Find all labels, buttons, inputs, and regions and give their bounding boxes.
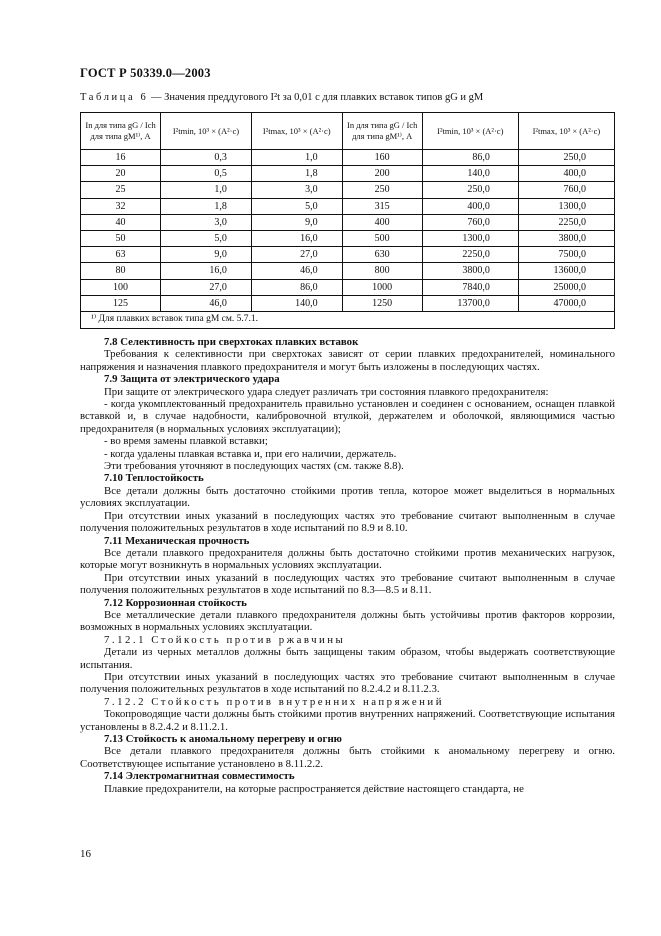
table-cell: 1300,0 — [422, 230, 518, 246]
section-heading: 7.12 Коррозионная стойкость — [104, 596, 247, 609]
table-cell: 200 — [342, 166, 422, 182]
table-row — [81, 279, 615, 295]
table-cell: 315 — [342, 198, 422, 214]
table-cell: 1,0 — [161, 182, 252, 198]
table-cell: 250 — [342, 182, 422, 198]
paragraph: Все детали должны быть достаточно стойкими против тепла, которое может выделиться в нормальных условиях эксплуатации. — [80, 484, 615, 510]
paragraph: Все детали плавкого предохранителя должны быть достаточно стойкими против механических нагрузок, которые могут возникнуть в нормальных условиях эксплуатации. — [80, 546, 615, 572]
table-body — [81, 150, 615, 312]
list-item: - когда удалены плавкая вставка и, при его наличии, держатель. — [104, 447, 397, 460]
table-caption — [80, 92, 620, 103]
paragraph: Все металлические детали плавкого предохранителя должны быть устойчивы против факторов коррозии, возможных в нормальных условиях эксплуатации. — [80, 608, 615, 634]
table-cell: 1300,0 — [518, 198, 614, 214]
table-cell: 5,0 — [251, 198, 342, 214]
table-cell: 250,0 — [518, 150, 614, 166]
table-cell: 40 — [81, 214, 161, 230]
table-cell: 46,0 — [251, 263, 342, 279]
table-cell: 760,0 — [422, 214, 518, 230]
table-cell: 32 — [81, 198, 161, 214]
col-header-i2t-min-1: I²tmin, 10³ × (А²·с) — [161, 113, 252, 150]
section-heading: 7.9 Защита от электрического удара — [104, 373, 280, 386]
table-cell: 7840,0 — [422, 279, 518, 295]
paragraph: - когда укомплектованный предохранитель правильно установлен и соединен с основанием, оснащен плавкой вставкой и, в случае надобности, калибровочной втулкой, держателем и оболочкой, являющимися частью предохранителя (в нормальных условиях эксплуатации); — [80, 398, 615, 435]
table-cell: 20 — [81, 166, 161, 182]
section-heading: 7.8 Селективность при сверхтоках плавких вставок — [104, 336, 359, 348]
col-header-i2t-max-2: I²tmax, 10³ × (А²·с) — [518, 113, 614, 150]
body-text — [80, 336, 615, 795]
section-heading: 7.11 Механическая прочность — [104, 534, 250, 547]
table-cell: 2250,0 — [518, 214, 614, 230]
section-heading: 7.13 Стойкость к аномальному перегреву и огню — [104, 733, 342, 745]
table-footnote: ¹⁾ Для плавких вставок типа gM см. 5.7.1. — [81, 311, 615, 328]
paragraph: Токопроводящие части должны быть стойкими против внутренних напряжений. Соответствующие испытания установлены в 8.2.4.2 и 8.11.2.1. — [80, 708, 615, 733]
page-number: 16 — [80, 848, 91, 860]
table-cell: 800 — [342, 263, 422, 279]
table-cell: 3,0 — [161, 214, 252, 230]
paragraph: При отсутствии иных указаний в последующих частях это требование считают выполненным в случае получения положительных результатов в ходе испытаний по 8.2.4.2 и 8.11.2.3. — [80, 670, 615, 696]
table-row — [81, 263, 615, 279]
table-cell: 13700,0 — [422, 295, 518, 311]
paragraph: Все детали плавкого предохранителя должны быть стойкими к аномальному перегреву и огню. Соответствующее испытание установлено в 8.11.2.2. — [80, 745, 615, 770]
section-heading: 7.14 Электромагнитная совместимость — [104, 770, 295, 783]
table-cell: 25 — [81, 182, 161, 198]
table-cell: 47000,0 — [518, 295, 614, 311]
table-cell: 7500,0 — [518, 247, 614, 263]
table-cell: 2250,0 — [422, 247, 518, 263]
table-cell: 0,3 — [161, 150, 252, 166]
table-cell: 13600,0 — [518, 263, 614, 279]
table-cell: 630 — [342, 247, 422, 263]
section-heading: 7.10 Теплостойкость — [104, 472, 204, 485]
table-cell: 80 — [81, 263, 161, 279]
table-cell: 125 — [81, 295, 161, 311]
table-footnote-row — [81, 311, 615, 328]
table-row — [81, 166, 615, 182]
col-header-i2t-min-2: I²tmin, 10³ × (А²·с) — [422, 113, 518, 150]
table-cell: 500 — [342, 230, 422, 246]
table-row — [81, 182, 615, 198]
table-cell: 27,0 — [161, 279, 252, 295]
table-cell: 9,0 — [161, 247, 252, 263]
table-row — [81, 230, 615, 246]
table-cell: 27,0 — [251, 247, 342, 263]
col-header-current-1: In для типа gG / Ich для типа gM¹⁾, А — [81, 113, 161, 150]
table-row — [81, 295, 615, 311]
standard-header: ГОСТ Р 50339.0—2003 — [80, 66, 211, 80]
table-cell: 1,0 — [251, 150, 342, 166]
list-item: - во время замены плавкой вставки; — [104, 435, 268, 448]
table-cell: 16,0 — [161, 263, 252, 279]
table-cell: 0,5 — [161, 166, 252, 182]
table-cell: 1000 — [342, 279, 422, 295]
table-row — [81, 198, 615, 214]
table-cell: 9,0 — [251, 214, 342, 230]
table-cell: 3,0 — [251, 182, 342, 198]
table-cell: 760,0 — [518, 182, 614, 198]
table-cell: 160 — [342, 150, 422, 166]
paragraph: При отсутствии иных указаний в последующих частях это требование считают выполненным в случае получения положительных результатов в ходе испытаний по 8.9 и 8.10. — [80, 509, 615, 535]
paragraph: При защите от электрического удара следует различать три состояния плавкого предохранителя: — [104, 385, 549, 398]
table-header-row — [81, 113, 615, 150]
paragraph: Требования к селективности при сверхтоках зависят от серии плавких предохранителей, номинального напряжения и назначения плавкого предохранителя и могут быть изложены в последующих частях. — [80, 348, 615, 373]
table-caption-label: Таблица 6 — [80, 92, 149, 103]
table-cell: 5,0 — [161, 230, 252, 246]
list-item: Эти требования уточняют в последующих частях (см. также 8.8). — [104, 460, 404, 473]
table-cell: 16,0 — [251, 230, 342, 246]
table-cell: 1,8 — [251, 166, 342, 182]
subsection-heading: 7.12.2 Стойкость против внутренних напряжений — [104, 695, 444, 708]
table-cell: 250,0 — [422, 182, 518, 198]
col-header-current-2: In для типа gG / Ich для типа gM¹⁾, А — [342, 113, 422, 150]
table-cell: 100 — [81, 279, 161, 295]
table-cell: 86,0 — [251, 279, 342, 295]
table-cell: 1,8 — [161, 198, 252, 214]
table-cell: 63 — [81, 247, 161, 263]
table-cell: 3800,0 — [422, 263, 518, 279]
table-cell: 50 — [81, 230, 161, 246]
table-cell: 400,0 — [422, 198, 518, 214]
table-cell: 140,0 — [251, 295, 342, 311]
paragraph: Плавкие предохранители, на которые распространяется действие настоящего стандарта, не — [104, 782, 524, 795]
table-cell: 25000,0 — [518, 279, 614, 295]
table-cell: 3800,0 — [518, 230, 614, 246]
table-cell: 400 — [342, 214, 422, 230]
paragraph: При отсутствии иных указаний в последующих частях это требование считают выполненным в случае получения положительных результатов в ходе испытаний по 8.3—8.5 и 8.11. — [80, 571, 615, 597]
table-cell: 400,0 — [518, 166, 614, 182]
paragraph: Детали из черных металлов должны быть защищены таким образом, чтобы выдержать соответствующие испытания. — [80, 646, 615, 671]
table-row — [81, 214, 615, 230]
table-cell: 86,0 — [422, 150, 518, 166]
table-cell: 140,0 — [422, 166, 518, 182]
table-cell: 46,0 — [161, 295, 252, 311]
table-row — [81, 150, 615, 166]
values-table — [80, 112, 615, 329]
col-header-i2t-max-1: I²tmax, 10³ × (А²·с) — [251, 113, 342, 150]
subsection-heading: 7.12.1 Стойкость против ржавчины — [104, 633, 346, 646]
table-caption-text: — Значения преддугового I²t за 0,01 с для плавких вставок типов gG и gM — [148, 92, 484, 103]
table-cell: 1250 — [342, 295, 422, 311]
table-cell: 16 — [81, 150, 161, 166]
table-row — [81, 247, 615, 263]
